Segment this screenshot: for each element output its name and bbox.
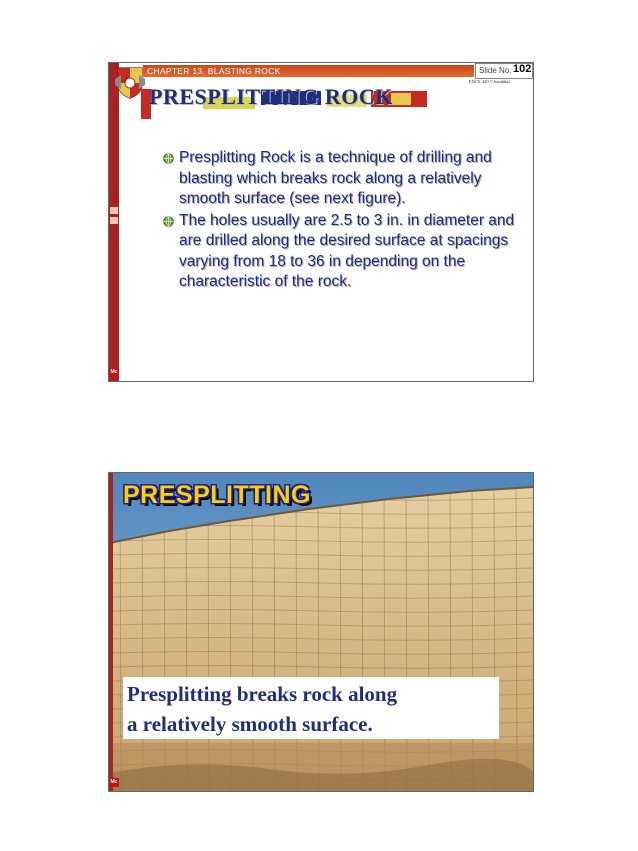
mcgraw-hill-logo-icon: Mc (110, 779, 118, 785)
caption-line: Presplitting breaks rock along (127, 682, 398, 706)
bullet-list (163, 148, 523, 294)
slide-number-label: Slide No. (479, 66, 512, 75)
bullet-item (163, 211, 523, 293)
globe-bullet-icon (163, 216, 174, 227)
strip-square (110, 207, 118, 214)
left-strip (109, 473, 113, 791)
caption (127, 679, 507, 739)
caption-line: a relatively smooth surface. (127, 712, 373, 736)
slide-presplitting-photo (108, 472, 534, 792)
bullet-text: The holes usually are 2.5 to 3 in. in diameter and are drilled along the desired surface at spacings varying from 18 to 36 in depending on the characteristic of the rock. (179, 211, 515, 290)
globe-bullet-icon (163, 153, 174, 164)
slide-number: 102 (513, 63, 532, 75)
bullet-text: Presplitting Rock is a technique of drilling and blasting which breaks rock along a relatively smooth surface (see next figure). (179, 149, 492, 207)
strip-square (110, 217, 118, 224)
course-code: ENCE 420 ©Assakkaf (469, 79, 510, 84)
left-strip (109, 63, 119, 381)
rock-cut-photo (109, 473, 533, 791)
slide-title: PRESPLITTING (123, 481, 311, 509)
slide-title: PRESPLITTING ROCK (149, 84, 393, 109)
chapter-label: CHAPTER 13. BLASTING ROCK (147, 66, 281, 76)
slide-102 (108, 62, 534, 382)
mcgraw-hill-logo-icon: Mc (110, 369, 118, 375)
bullet-item (163, 148, 523, 210)
